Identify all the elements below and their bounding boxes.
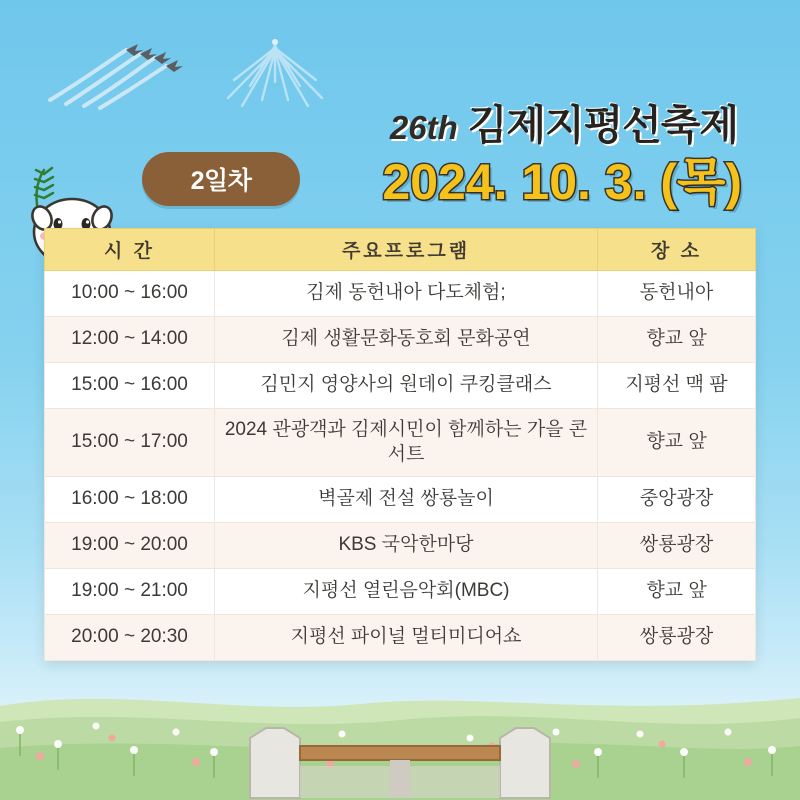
- cell-place: 향교 앞: [598, 317, 756, 363]
- cell-time: 16:00 ~ 18:00: [45, 477, 215, 523]
- day-badge-label: 2일차: [190, 167, 252, 195]
- cell-time: 15:00 ~ 17:00: [45, 409, 215, 477]
- cell-time: 20:00 ~ 20:30: [45, 615, 215, 661]
- cell-program: 2024 관광객과 김제시민이 함께하는 가을 콘서트: [215, 409, 598, 477]
- cell-place: 쌍룡광장: [598, 615, 756, 661]
- date-label: 2024. 10. 3. (목): [382, 154, 742, 210]
- table-row: [45, 615, 756, 661]
- column-header-program: 주요프로그램: [215, 229, 598, 271]
- cell-place: 중앙광장: [598, 477, 756, 523]
- page-title: 김제지평선축제: [467, 102, 738, 148]
- table-row: [45, 271, 756, 317]
- cell-place: 향교 앞: [598, 569, 756, 615]
- column-header-time: 시 간: [45, 229, 215, 271]
- table-row: [45, 477, 756, 523]
- cell-program: KBS 국악한마당: [215, 523, 598, 569]
- cell-time: 10:00 ~ 16:00: [45, 271, 215, 317]
- edition-label: 26th: [389, 109, 458, 146]
- day-badge: [142, 152, 300, 206]
- cell-time: 19:00 ~ 21:00: [45, 569, 215, 615]
- cell-time: 19:00 ~ 20:00: [45, 523, 215, 569]
- cell-program: 김제 동헌내아 다도체험;: [215, 271, 598, 317]
- cell-place: 동헌내아: [598, 271, 756, 317]
- schedule-table: [44, 228, 756, 661]
- table-row: [45, 363, 756, 409]
- column-header-place: 장 소: [598, 229, 756, 271]
- byeokgolje-monument: [240, 720, 560, 800]
- table-row: [45, 317, 756, 363]
- cell-place: 향교 앞: [598, 409, 756, 477]
- cell-time: 15:00 ~ 16:00: [45, 363, 215, 409]
- cell-program: 김민지 영양사의 원데이 쿠킹클래스: [215, 363, 598, 409]
- table-row: [45, 523, 756, 569]
- cell-program: 지평선 열린음악회(MBC): [215, 569, 598, 615]
- cell-place: 지평선 맥 팜: [598, 363, 756, 409]
- table-header-row: [45, 229, 756, 271]
- table-row: [45, 409, 756, 477]
- cell-program: 김제 생활문화동호회 문화공연: [215, 317, 598, 363]
- cell-time: 12:00 ~ 14:00: [45, 317, 215, 363]
- table-row: [45, 569, 756, 615]
- cell-program: 지평선 파이널 멀티미디어쇼: [215, 615, 598, 661]
- cell-program: 벽골제 전설 쌍룡놀이: [215, 477, 598, 523]
- cell-place: 쌍룡광장: [598, 523, 756, 569]
